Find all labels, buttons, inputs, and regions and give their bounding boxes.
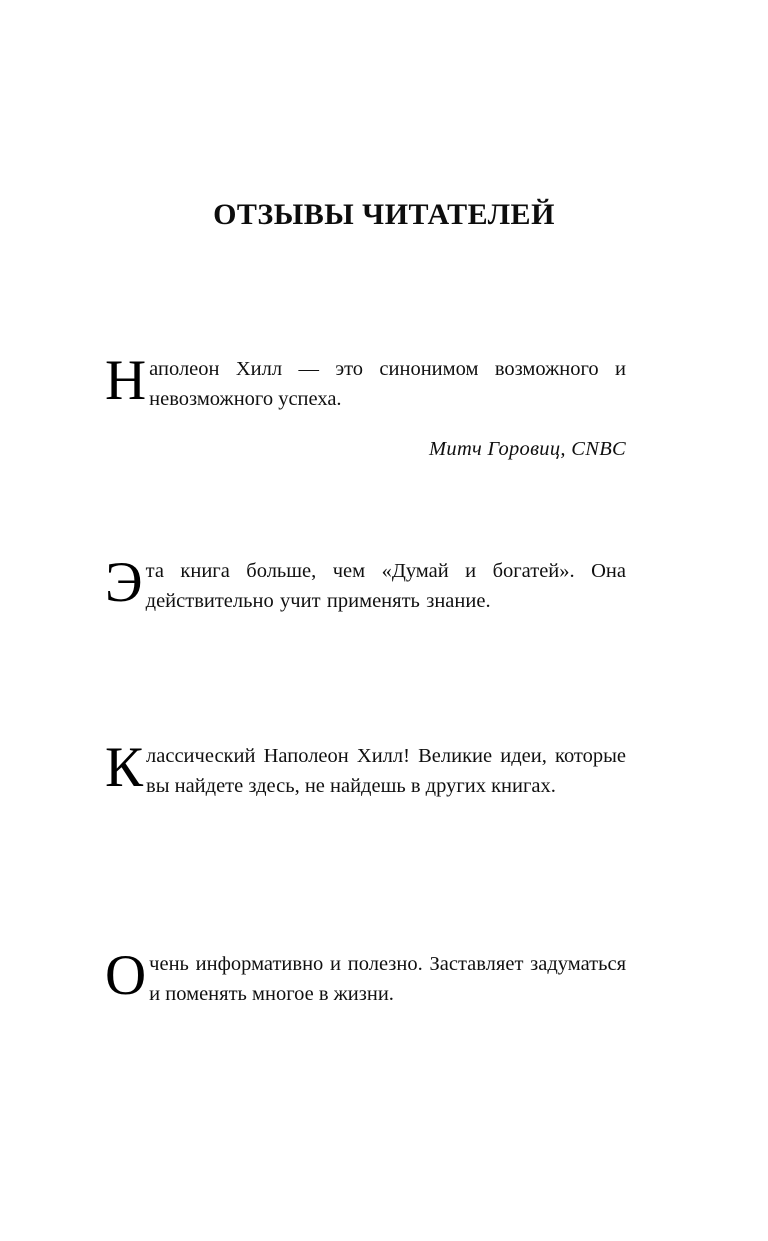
review-item — [105, 333, 626, 485]
review-text: Эта книга больше, чем «Думай и богатей». Она действительно учит применять знание. — [105, 550, 626, 614]
review-item — [105, 535, 626, 636]
review-text: Классический Наполеон Хилл! Великие идеи, которые вы найдете здесь, не найдешь в других книгах. — [105, 735, 626, 799]
review-item — [105, 928, 626, 1029]
review-text: Очень информативно и полезно. Заставляет задуматься и поменять многое в жизни. — [105, 943, 626, 1007]
review-text: Наполеон Хилл — это синонимом возможного и невозможного успеха. — [105, 348, 626, 412]
review-attribution: Митч Горовиц, CNBC — [429, 438, 626, 460]
review-item — [105, 720, 626, 821]
page-title: ОТЗЫВЫ ЧИТАТЕЛЕЙ — [213, 198, 555, 232]
